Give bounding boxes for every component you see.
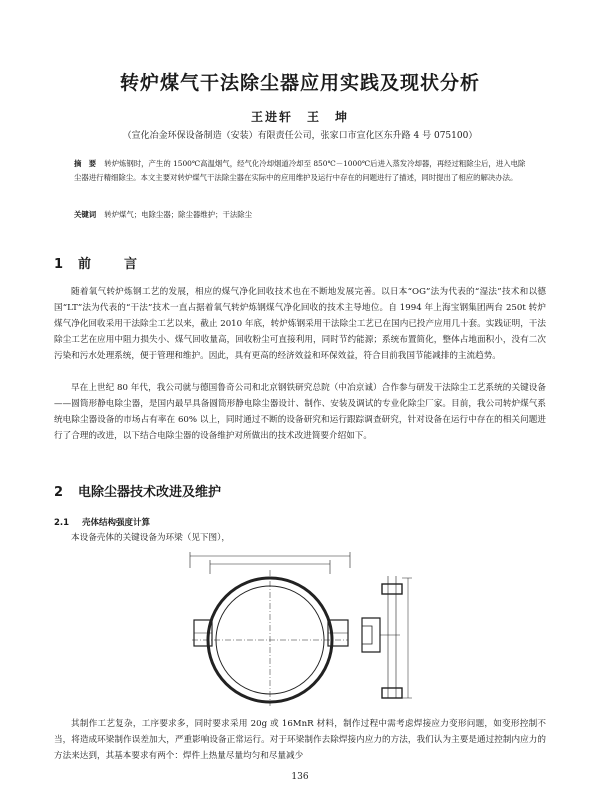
affiliation: （宣化冶金环保设备制造（安装）有限责任公司，张家口市宣化区东升路 4 号 075100） xyxy=(122,131,478,141)
section-2-paragraph-1: 本设备壳体的关键设备为环梁（见下图）， xyxy=(71,533,230,543)
page-number: 136 xyxy=(291,772,309,782)
keywords xyxy=(74,209,526,220)
section-1-paragraph-2: 早在上世纪 80 年代，我公司就与德国鲁奇公司和北京钢铁研究总院（中冶京诚）合作参与研发干法除尘工艺系统的关键设备——圆筒形静电除尘器，是国内最早具备圆筒形静电除尘器设计、制作、安装及调试的专业化除尘厂家。目前，我公司转炉煤气系统电除尘器设备的市场占有率在 60% 以上，同时通过不断的设备研究和运行跟踪调查研究，针对设备在运行中存在的相关问题进行了合理的改进，以下结合电除尘器的设备维护对所做出的技术改进简要介绍如下。 xyxy=(54,383,546,441)
section-2-number: 2 xyxy=(54,485,64,500)
abstract-text: 转炉炼钢时，产生的 1500℃高温烟气，经气化冷却烟道冷却至 850℃－1000℃后进入蒸发冷却器，再经过粗除尘后，进入电除尘器进行精细除尘。本文主要对转炉煤气干法除尘器在实际中的应用维护及运行中存在的问题进行了描述，同时提出了相应的解决办法。 xyxy=(74,159,526,182)
authors: 王进轩 王 坤 xyxy=(250,110,349,124)
paper-title: 转炉煤气干法除尘器应用实践及现状分析 xyxy=(119,72,480,94)
section-1-title: 前 言 xyxy=(78,257,148,272)
keywords-text: 转炉煤气；电除尘器；除尘器维护；干法除尘 xyxy=(104,210,253,219)
section-1-number: 1 xyxy=(54,257,64,272)
subsection-2-1-number: 2.1 xyxy=(54,518,70,528)
section-2-heading xyxy=(54,481,221,500)
subsection-2-1-title: 壳体结构强度计算 xyxy=(82,518,151,528)
ring-beam-drawing xyxy=(150,548,450,708)
section-1-heading xyxy=(54,253,147,272)
section-2-paragraph-2: 其制作工艺复杂，工序要求多，同时要求采用 20g 或 16MnR 材料，制作过程中需考虑焊接应力变形问题，如变形控制不当，将造成环梁制作误差加大，严重影响设备正常运行。对于环梁制作去除焊接内应力的方法，我们认为主要是通过控制内应力的方法来达到，其基本要求有两个：焊件上热量尽量均匀和尽量减少 xyxy=(54,719,546,761)
abstract-label: 摘 要 xyxy=(74,159,97,168)
abstract xyxy=(74,157,526,185)
subsection-2-1-heading xyxy=(54,516,150,528)
section-2-title: 电除尘器技术改进及维护 xyxy=(78,485,222,500)
keywords-label: 关键词 xyxy=(74,210,97,219)
section-1-paragraph-1: 随着氧气转炉炼钢工艺的发展，相应的煤气净化回收技术也在不断地发展完善。以日本“OG”法为代表的“湿法”技术和以德国“LT”法为代表的“干法”技术一直占据着氧气转炉炼钢煤气净化回收的技术主导地位。自 1994 年上海宝钢集团两台 250t 转炉煤气净化回收采用干法除尘工艺以来，截止 2010 年底，转炉炼钢采用干法除尘工艺已在国内已投产应用几十套。实践证明，干法除尘工艺在应用中阻力损失小、煤气回收量高，回收粉尘可直接利用，同时节约能源；系统布置简化，整体占地面积小，没有二次污染和污水处理系统，便于管理和维护。因此，具有更高的经济效益和环保效益，符合目前我国节能减排的主流趋势。 xyxy=(54,287,546,361)
